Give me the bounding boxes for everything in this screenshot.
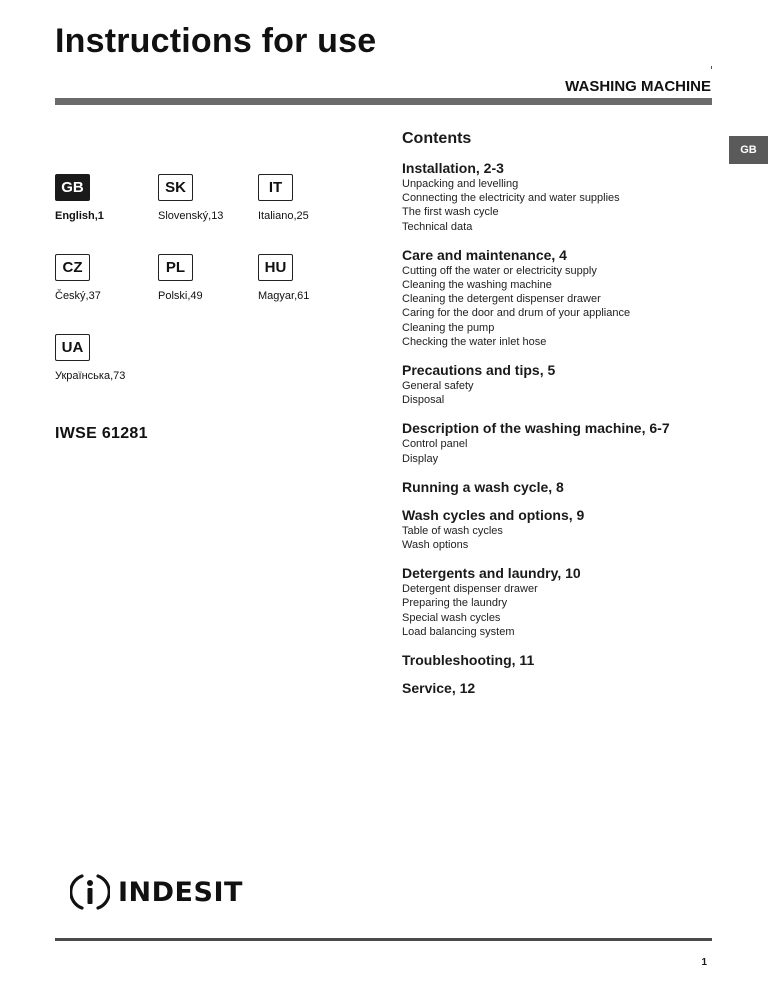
toc-section[interactable] xyxy=(402,420,732,465)
toc-section[interactable] xyxy=(402,362,732,407)
toc-subitem: Unpacking and levelling xyxy=(402,178,519,190)
page-title: Instructions for use xyxy=(55,22,377,60)
toc-section[interactable] xyxy=(402,247,732,349)
brand-name: INDESIT xyxy=(118,876,243,908)
toc-heading[interactable]: Precautions and tips, 5 xyxy=(402,362,556,379)
header-rule xyxy=(55,98,712,105)
brand-logo xyxy=(70,872,243,912)
language-label: Italiano,25 xyxy=(258,210,309,222)
toc-section[interactable] xyxy=(402,160,732,234)
toc-section[interactable] xyxy=(402,680,732,697)
language-label: Magyar,61 xyxy=(258,290,310,302)
table-of-contents xyxy=(402,130,732,697)
toc-subitem: Preparing the laundry xyxy=(402,597,508,610)
toc-subitem: Cleaning the detergent dispenser drawer xyxy=(402,293,601,306)
language-label: English,1 xyxy=(55,210,104,222)
language-option-sk[interactable] xyxy=(158,174,224,222)
language-code-badge: CZ xyxy=(55,254,90,281)
language-option-cz[interactable] xyxy=(55,254,101,302)
footer-rule xyxy=(55,938,712,941)
toc-heading[interactable]: Care and maintenance, 4 xyxy=(402,246,567,263)
toc-subitem: Special wash cycles xyxy=(402,611,501,624)
toc-subitem: Wash options xyxy=(402,539,469,552)
toc-subitem: Display xyxy=(402,452,439,465)
language-option-ua[interactable] xyxy=(55,334,126,382)
language-code-badge: SK xyxy=(158,174,193,201)
toc-subitem: Table of wash cycles xyxy=(402,524,503,537)
toc-subitem: Cleaning the washing machine xyxy=(402,279,552,292)
language-option-it[interactable] xyxy=(258,174,309,222)
toc-subitem: Cutting off the water or electricity supply xyxy=(402,264,597,277)
toc-subitem: Cleaning the pump xyxy=(402,321,495,334)
language-option-hu[interactable] xyxy=(258,254,310,302)
toc-section[interactable] xyxy=(402,507,732,552)
language-option-pl[interactable] xyxy=(158,254,203,302)
language-code-badge: GB xyxy=(55,174,90,201)
toc-heading[interactable]: Troubleshooting, 11 xyxy=(402,652,535,669)
toc-section[interactable] xyxy=(402,479,732,496)
toc-heading[interactable]: Detergents and laundry, 10 xyxy=(402,565,581,582)
model-number: IWSE 61281 xyxy=(55,425,148,442)
language-label: Polski,49 xyxy=(158,290,203,302)
indesit-logo-icon xyxy=(70,872,110,912)
toc-subitem: General safety xyxy=(402,380,474,393)
toc-heading[interactable]: Service, 12 xyxy=(402,680,476,697)
language-label: Українська,73 xyxy=(55,370,126,382)
toc-subitem: Disposal xyxy=(402,394,445,407)
toc-subitem: Control panel xyxy=(402,438,468,451)
contents-title: Contents xyxy=(402,130,472,147)
language-code-badge: IT xyxy=(258,174,293,201)
document-subtitle: WASHING MACHINE xyxy=(565,78,711,95)
toc-heading[interactable]: Description of the washing machine, 6-7 xyxy=(402,420,670,437)
toc-heading[interactable]: Running a wash cycle, 8 xyxy=(402,478,564,495)
toc-subitem: Technical data xyxy=(402,220,473,233)
toc-subitem: Caring for the door and drum of your appliance xyxy=(402,307,631,320)
toc-subitem: Detergent dispenser drawer xyxy=(402,583,538,596)
language-code-badge: UA xyxy=(55,334,90,361)
tick-mark xyxy=(711,66,712,69)
toc-subitem: Connecting the electricity and water supplies xyxy=(402,192,620,205)
toc-subitem: Load balancing system xyxy=(402,625,515,638)
language-side-tab: GB xyxy=(729,136,768,164)
language-code-badge: HU xyxy=(258,254,293,281)
toc-heading[interactable]: Installation, 2-3 xyxy=(402,160,504,176)
page-number: 1 xyxy=(701,957,707,968)
language-code-badge: PL xyxy=(158,254,193,281)
toc-subitem: The first wash cycle xyxy=(402,206,499,219)
toc-section[interactable] xyxy=(402,565,732,639)
language-label: Slovenský,13 xyxy=(158,210,224,222)
toc-section[interactable] xyxy=(402,652,732,669)
toc-heading[interactable]: Wash cycles and options, 9 xyxy=(402,506,585,523)
toc-subitem: Checking the water inlet hose xyxy=(402,335,547,348)
language-label: Český,37 xyxy=(55,290,101,302)
language-option-gb[interactable] xyxy=(55,174,104,222)
